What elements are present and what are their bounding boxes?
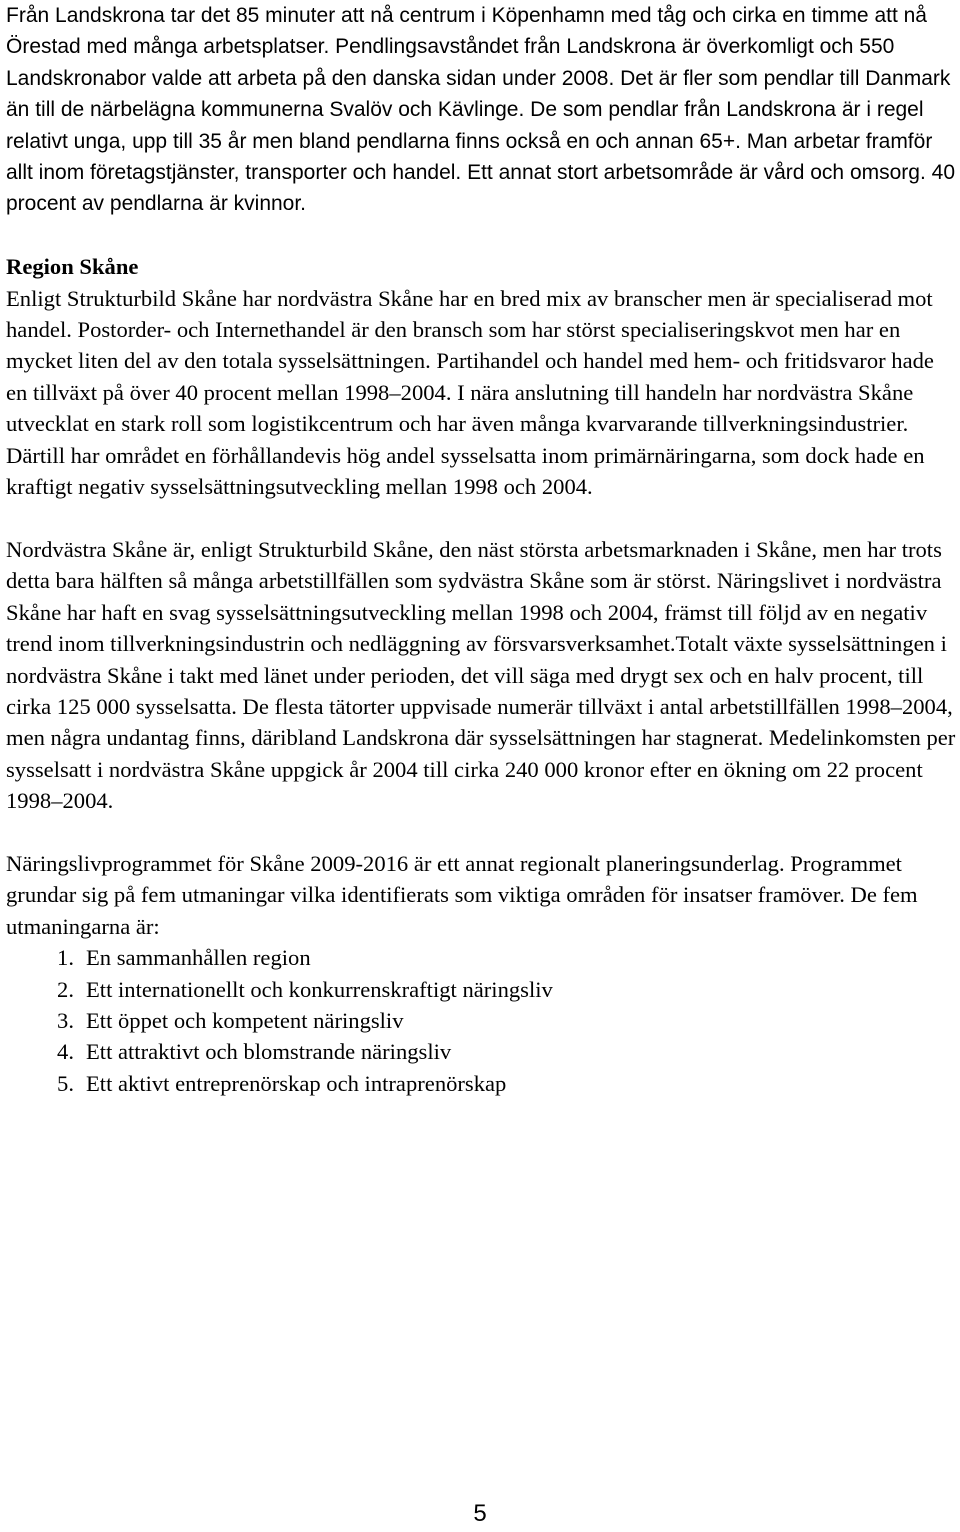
list-item-number: 4. [57, 1039, 74, 1065]
list-item-text: Ett öppet och kompetent näringsliv [86, 1007, 404, 1033]
list-item-number: 1. [57, 945, 74, 971]
spacer [6, 502, 956, 533]
list-item [6, 1068, 956, 1099]
list-item-number: 3. [57, 1007, 74, 1033]
list-item [6, 974, 956, 1005]
spacer [6, 220, 956, 251]
list-item-text: Ett attraktivt och blomstrande näringsliv [86, 1039, 452, 1065]
paragraph-program: Näringslivprogrammet för Skåne 2009-2016 är ett annat regionalt planeringsunderlag. Programmet grundar sig på fem utmaningar vilka identifierats som viktiga områden för insatser framöver. De fem utmaningarna är: [6, 850, 918, 939]
section-heading-region: Region Skåne [6, 254, 139, 280]
list-item [6, 942, 956, 973]
list-item-text: Ett aktivt entreprenörskap och intraprenörskap [86, 1070, 507, 1096]
list-item-number: 5. [57, 1070, 74, 1096]
list-item-number: 2. [57, 976, 74, 1002]
list-item-text: Ett internationellt och konkurrenskraftigt näringsliv [86, 976, 553, 1002]
list-item [6, 1036, 956, 1067]
document-page [6, 0, 956, 1099]
page-number: 5 [473, 1500, 487, 1527]
list-item [6, 1005, 956, 1036]
spacer [6, 817, 956, 848]
paragraph-commuting: Från Landskrona tar det 85 minuter att nå centrum i Köpenhamn med tåg och cirka en timme att nå Örestad med många arbetsplatser. Pendlingsavståndet från Landskrona är överkomligt och 550 Landskronabor valde att arbeta på den danska sidan under 2008. Det är fler som pendlar till Danmark än till de närbelägna kommunerna Svalöv och Kävlinge. De som pendlar från Landskrona är i regel relativt unga, upp till 35 år men bland pendlarna finns också en och annan 65+. Man arbetar framför allt inom företagstjänster, transporter och handel. Ett annat stort arbetsområde är vård och omsorg. 40 procent av pendlarna är kvinnor. [6, 4, 955, 216]
challenges-list [6, 942, 956, 1099]
list-item-text: En sammanhållen region [86, 945, 311, 971]
paragraph-labour-market: Nordvästra Skåne är, enligt Strukturbild Skåne, den näst största arbetsmarknaden i Skåne, men har trots detta bara hälften så många arbetstillfällen som sydvästra Skåne som är störst. Näringslivet i nordvästra Skåne har haft en svag sysselsättningsutveckling mellan 1998 och 2004, främst till följd av en negativ trend inom tillverkningsindustrin och nedläggning av försvarsverksamhet.Totalt växte sysselsättningen i nordvästra Skåne i takt med länet under perioden, det vill säga med drygt sex och en halv procent, till cirka 125 000 sysselsatta. De flesta tätorter uppvisade numerär tillväxt i antal arbetstillfällen 1998–2004, men några undantag finns, däribland Landskrona där sysselsättningen har stagnerat. Medelinkomsten per sysselsatt i nordvästra Skåne uppgick år 2004 till cirka 240 000 kronor efter en ökning om 22 procent 1998–2004. [6, 536, 956, 814]
paragraph-strukturbild: Enligt Strukturbild Skåne har nordvästra Skåne har en bred mix av branscher men är specialiserad mot handel. Postorder- och Internethandel är den bransch som har störst specialiseringskvot men har en mycket liten del av den totala sysselsättningen. Partihandel och handel med hem- och fritidsvaror hade en tillväxt på över 40 procent mellan 1998–2004. I nära anslutning till handeln har nordvästra Skåne utvecklat en stark roll som logistikcentrum och har även många kvarvarande tillverkningsindustrier. Därtill har området en förhållandevis hög andel sysselsatta inom primärnäringarna, som dock hade en kraftigt negativ sysselsättningsutveckling mellan 1998 och 2004. [6, 285, 934, 500]
